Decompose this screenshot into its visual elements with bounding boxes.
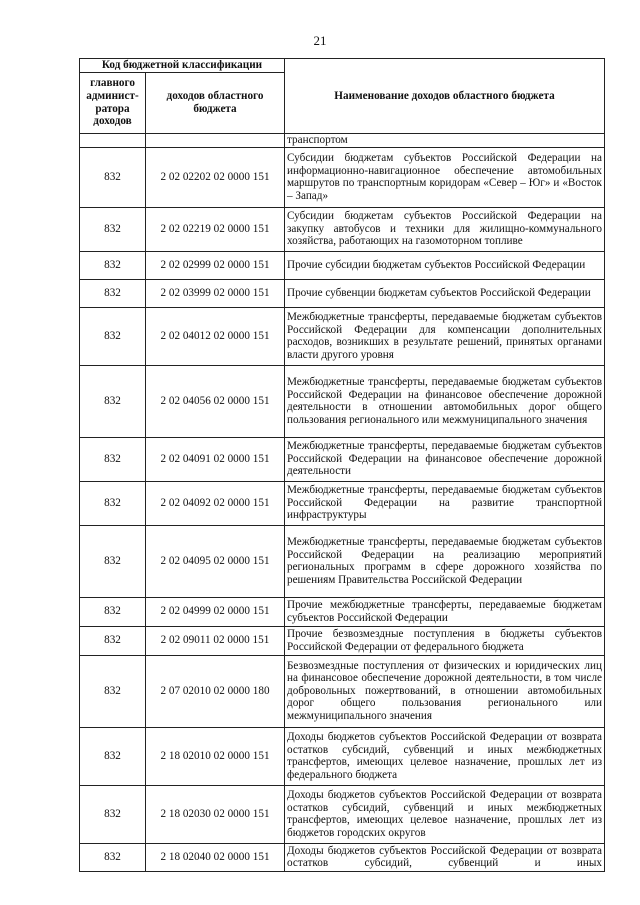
- cell-name: Межбюджетные трансферты, передаваемые бюджетам субъектов Российской Федерации на финансовое обеспечение дорожной деятельности: [285, 437, 605, 481]
- cell-name: Межбюджетные трансферты, передаваемые бюджетам субъектов Российской Федерации на развитие транспортной инфраструктуры: [285, 481, 605, 525]
- cell-name: Прочие субвенции бюджетам субъектов Российской Федерации: [285, 279, 605, 307]
- table-row: [80, 843, 605, 871]
- cell-admin: 832: [80, 481, 146, 525]
- cell-code: 2 02 04056 02 0000 151: [146, 365, 285, 437]
- cell-name: Прочие безвозмездные поступления в бюджеты субъектов Российской Федерации от федерального бюджета: [285, 626, 605, 655]
- cell-code: 2 02 04091 02 0000 151: [146, 437, 285, 481]
- cell-admin: 832: [80, 307, 146, 365]
- cell-code: 2 02 04999 02 0000 151: [146, 597, 285, 626]
- cell-name: Межбюджетные трансферты, передаваемые бюджетам субъектов Российской Федерации на реализацию мероприятий региональных программ в сфере дорожного хозяйства по решениям Правительства Российской Федерации: [285, 525, 605, 597]
- cell-code: 2 02 04012 02 0000 151: [146, 307, 285, 365]
- cell-admin: 832: [80, 437, 146, 481]
- cell-code: 2 07 02010 02 0000 180: [146, 655, 285, 727]
- cell-code: 2 02 09011 02 0000 151: [146, 626, 285, 655]
- table-row: [80, 251, 605, 279]
- cell-name: транспортом: [285, 133, 605, 147]
- cell-name: Доходы бюджетов субъектов Российской Федерации от возврата остатков субсидий, субвенций и иных межбюджетных трансфертов, имеющих целевое назначение, прошлых лет из федерального бюджета: [285, 727, 605, 785]
- cell-admin: 832: [80, 279, 146, 307]
- cell-admin: 832: [80, 251, 146, 279]
- cell-code: 2 02 02202 02 0000 151: [146, 147, 285, 207]
- cell-name: Безвозмездные поступления от физических и юридических лиц на финансовое обеспечение дорожной деятельности, в том числе добровольных пожертвований, в отношении автомобильных дорог общего пользования регионального или межмуниципального значения: [285, 655, 605, 727]
- cell-code: 2 02 02999 02 0000 151: [146, 251, 285, 279]
- cell-admin: 832: [80, 626, 146, 655]
- cell-admin: 832: [80, 727, 146, 785]
- cell-empty: [146, 133, 285, 147]
- table-row: [80, 525, 605, 597]
- cell-code: 2 02 03999 02 0000 151: [146, 279, 285, 307]
- cell-name: Субсидии бюджетам субъектов Российской Федерации на информационно-навигационное обеспечение автомобильных маршрутов по транспортным коридорам «Север – Юг» и «Восток – Запад»: [285, 147, 605, 207]
- table-row: [80, 481, 605, 525]
- table-row: [80, 207, 605, 251]
- table-row-continuation: [80, 133, 605, 147]
- table-row: [80, 655, 605, 727]
- table-row: [80, 785, 605, 843]
- cell-name: Доходы бюджетов субъектов Российской Федерации от возврата остатков субсидий, субвенций и иных: [285, 843, 605, 871]
- cell-code: 2 18 02040 02 0000 151: [146, 843, 285, 871]
- table-row: [80, 365, 605, 437]
- header-admin: главного админист-ратора доходов: [80, 72, 146, 133]
- table-row: [80, 307, 605, 365]
- cell-admin: 832: [80, 525, 146, 597]
- page-number: 21: [313, 33, 327, 48]
- cell-code: 2 02 04092 02 0000 151: [146, 481, 285, 525]
- header-classification-code: Код бюджетной классификации: [80, 59, 285, 73]
- cell-code: 2 02 04095 02 0000 151: [146, 525, 285, 597]
- cell-admin: 832: [80, 785, 146, 843]
- cell-admin: 832: [80, 655, 146, 727]
- cell-admin: 832: [80, 207, 146, 251]
- cell-admin: 832: [80, 843, 146, 871]
- cell-admin: 832: [80, 365, 146, 437]
- cell-name: Доходы бюджетов субъектов Российской Федерации от возврата остатков субсидий, субвенций и иных межбюджетных трансфертов, имеющих целевое назначение, прошлых лет из бюджетов городских округов: [285, 785, 605, 843]
- cell-code: 2 18 02010 02 0000 151: [146, 727, 285, 785]
- cell-name: Межбюджетные трансферты, передаваемые бюджетам субъектов Российской Федерации для компенсации дополнительных расходов, возникших в результате решений, принятых органами власти другого уровня: [285, 307, 605, 365]
- header-code: доходов областного бюджета: [146, 72, 285, 133]
- cell-admin: 832: [80, 597, 146, 626]
- table-row: [80, 727, 605, 785]
- cell-name: Прочие межбюджетные трансферты, передаваемые бюджетам субъектов Российской Федерации: [285, 597, 605, 626]
- table-row: [80, 437, 605, 481]
- cell-name: Межбюджетные трансферты, передаваемые бюджетам субъектов Российской Федерации на финансовое обеспечение дорожной деятельности в отношении автомобильных дорог общего пользования регионального или межмуниципального значения: [285, 365, 605, 437]
- table-row: [80, 279, 605, 307]
- table-row: [80, 626, 605, 655]
- cell-admin: 832: [80, 147, 146, 207]
- table-row: [80, 147, 605, 207]
- cell-code: 2 18 02030 02 0000 151: [146, 785, 285, 843]
- cell-name: Субсидии бюджетам субъектов Российской Федерации на закупку автобусов и техники для жилищно-коммунального хозяйства, работающих на газомоторном топливе: [285, 207, 605, 251]
- cell-code: 2 02 02219 02 0000 151: [146, 207, 285, 251]
- cell-empty: [80, 133, 146, 147]
- header-name: Наименование доходов областного бюджета: [285, 59, 605, 134]
- table-row: [80, 597, 605, 626]
- cell-name: Прочие субсидии бюджетам субъектов Российской Федерации: [285, 251, 605, 279]
- budget-classification-table: [79, 58, 605, 872]
